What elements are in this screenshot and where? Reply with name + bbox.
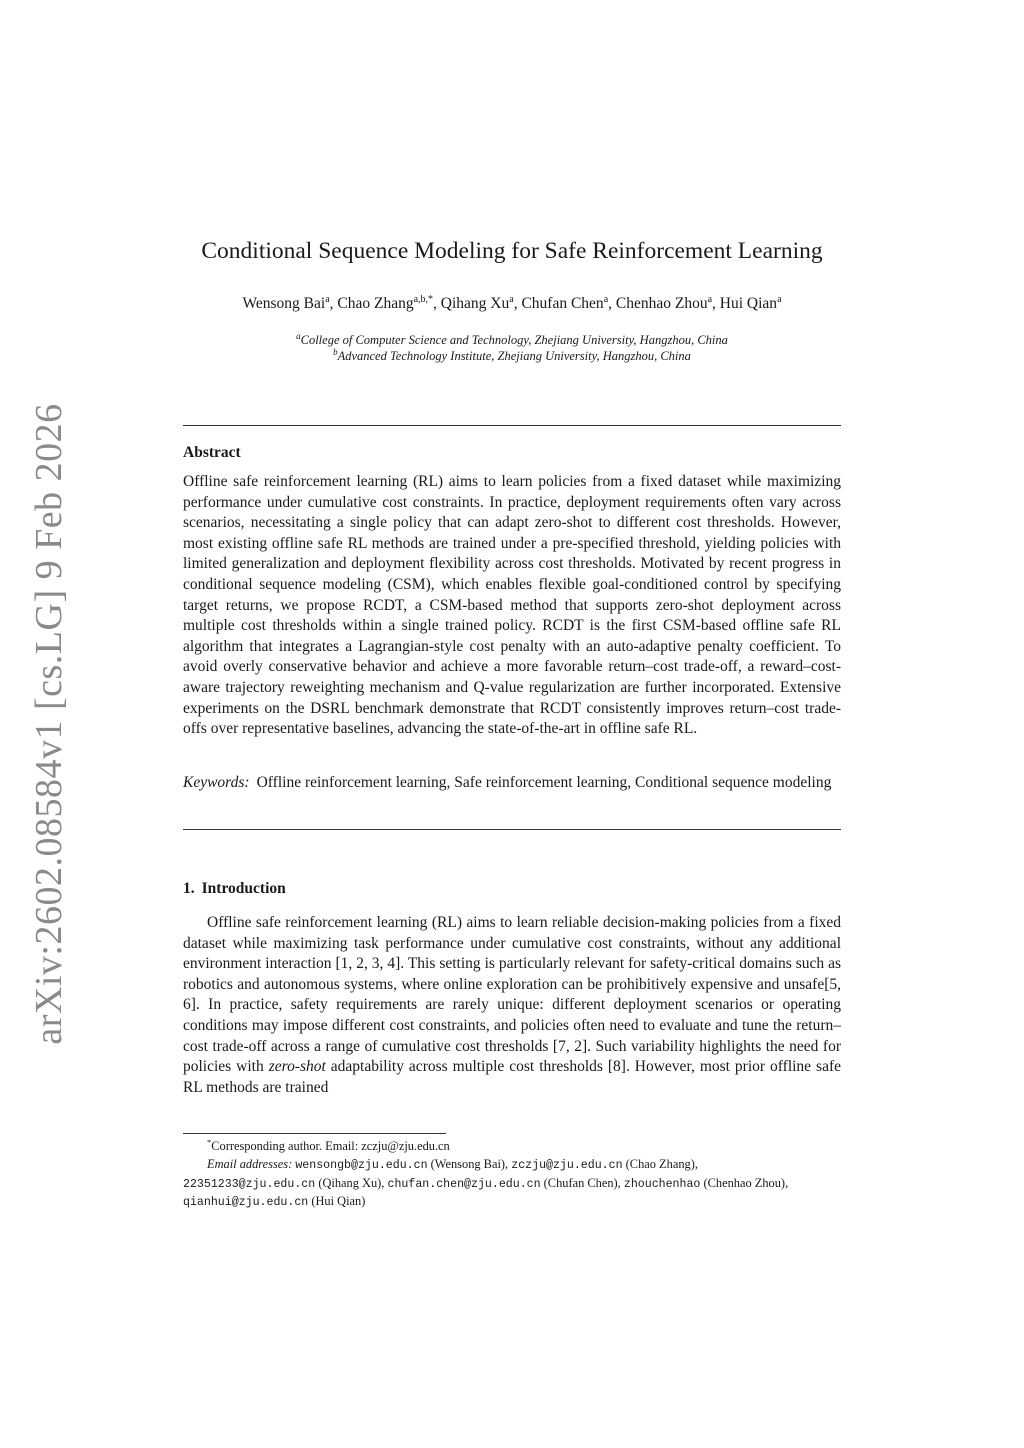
keywords (183, 772, 841, 793)
affiliation-b: $^b$Advanced Technology Institute, Zhejiang University, Hangzhou, China (333, 347, 691, 363)
footnotes (183, 1138, 841, 1212)
email-link[interactable]: chufan.chen@zju.edu.cn (387, 1177, 541, 1191)
email-addresses-line: Email addresses: wensongb@zju.edu.cn (Wensong Bai), zczju@zju.edu.cn (Chao Zhang), (207, 1156, 698, 1172)
author: Qihang Xu$^a$ (440, 294, 514, 312)
footnote-rule (183, 1133, 446, 1134)
email-link[interactable]: 22351233@zju.edu.cn (183, 1177, 316, 1191)
abstract-bottom-rule (183, 829, 841, 830)
arxiv-identifier-stamp: arXiv:2602.08584v1 [cs.LG] 9 Feb 2026 (28, 403, 70, 1045)
email-link[interactable]: wensongb@zju.edu.cn (295, 1158, 428, 1172)
email-link[interactable]: qianhui@zju.edu.cn (183, 1196, 309, 1210)
abstract-heading: Abstract (183, 444, 241, 461)
introduction-paragraph: Offline safe reinforcement learning (RL) aims to learn reliable decision-making policies from a fixed dataset while maximizing task performance under cumulative cost constraints, without any additional environment interaction [1, 2, 3, 4]. This setting is particularly relevant for safety-critical domains such as robotics and autonomous systems, where online exploration can be prohibitively expensive and unsafe[5, 6]. In practice, safety requirements are rarely unique: different deployment scenarios or operating conditions may impose different cost constraints, and policies often need to evaluate and tune the return–cost trade-off across a range of cumulative cost thresholds [7, 2]. Such variability highlights the need for policies with zero-shot adaptability across multiple cost thresholds [8]. However, most prior offline safe RL methods are trained (183, 914, 841, 1096)
corresponding-author-note: *Corresponding author. Email: zczju@zju.edu.cn (207, 1137, 450, 1153)
author: Chao Zhang$^{a,b,*}$ (337, 294, 434, 312)
author: Wensong Bai$^a$ (242, 294, 330, 312)
section-heading-introduction: 1. Introduction (183, 880, 286, 897)
author-list: Wensong Bai$^a$, Chao Zhang$^{a,b,*}$, Qihang Xu$^a$, Chufan Chen$^a$, Chenhao Zhou$^a$, Hui Qian$^a$ (242, 294, 782, 312)
affiliation-a: $^a$College of Computer Science and Technology, Zhejiang University, Hangzhou, China (296, 331, 728, 347)
email-addresses-line: 22351233@zju.edu.cn (Qihang Xu), chufan.chen@zju.edu.cn (Chufan Chen), zhouchenhao (Chenhao Zhou), (183, 1175, 789, 1191)
email-link[interactable]: zczju@zju.edu.cn (511, 1158, 623, 1172)
keywords-text: Offline reinforcement learning, Safe reinforcement learning, Conditional sequence modeling (256, 774, 832, 791)
author: Chufan Chen$^a$ (521, 294, 609, 312)
abstract-text: Offline safe reinforcement learning (RL) aims to learn policies from a fixed dataset while maximizing performance under cumulative cost constraints. In practice, deployment requirements often vary across scenarios, necessitating a single policy that can adapt zero-shot to different cost thresholds. However, most existing offline safe RL methods are trained under a pre-specified threshold, yielding policies with limited generalization and deployment flexibility across cost thresholds. Motivated by recent progress in conditional sequence modeling (CSM), which enables flexible goal-conditioned control by specifying target returns, we propose RCDT, a CSM-based method that supports zero-shot deployment across multiple cost thresholds within a single trained policy. RCDT is the first CSM-based offline safe RL algorithm that integrates a Lagrangian-style cost penalty with an auto-adaptive penalty coefficient. To avoid overly conservative behavior and achieve a more favorable return–cost trade-off, a reward–cost-aware trajectory reweighting mechanism and Q-value regularization are further incorporated. Extensive experiments on the DSRL benchmark demonstrate that RCDT consistently improves return–cost trade-offs over representative baselines, advancing the state-of-the-art in offline safe RL. (183, 473, 841, 738)
abstract-top-rule (183, 425, 841, 426)
paper-title: Conditional Sequence Modeling for Safe Reinforcement Learning (201, 238, 823, 264)
author: Hui Qian$^a$ (719, 294, 782, 312)
email-link[interactable]: zhouchenhao (623, 1177, 701, 1191)
keywords-label: Keywords: (183, 774, 250, 791)
author: Chenhao Zhou$^a$ (615, 294, 713, 312)
email-addresses-line: qianhui@zju.edu.cn (Hui Qian) (183, 1194, 366, 1210)
